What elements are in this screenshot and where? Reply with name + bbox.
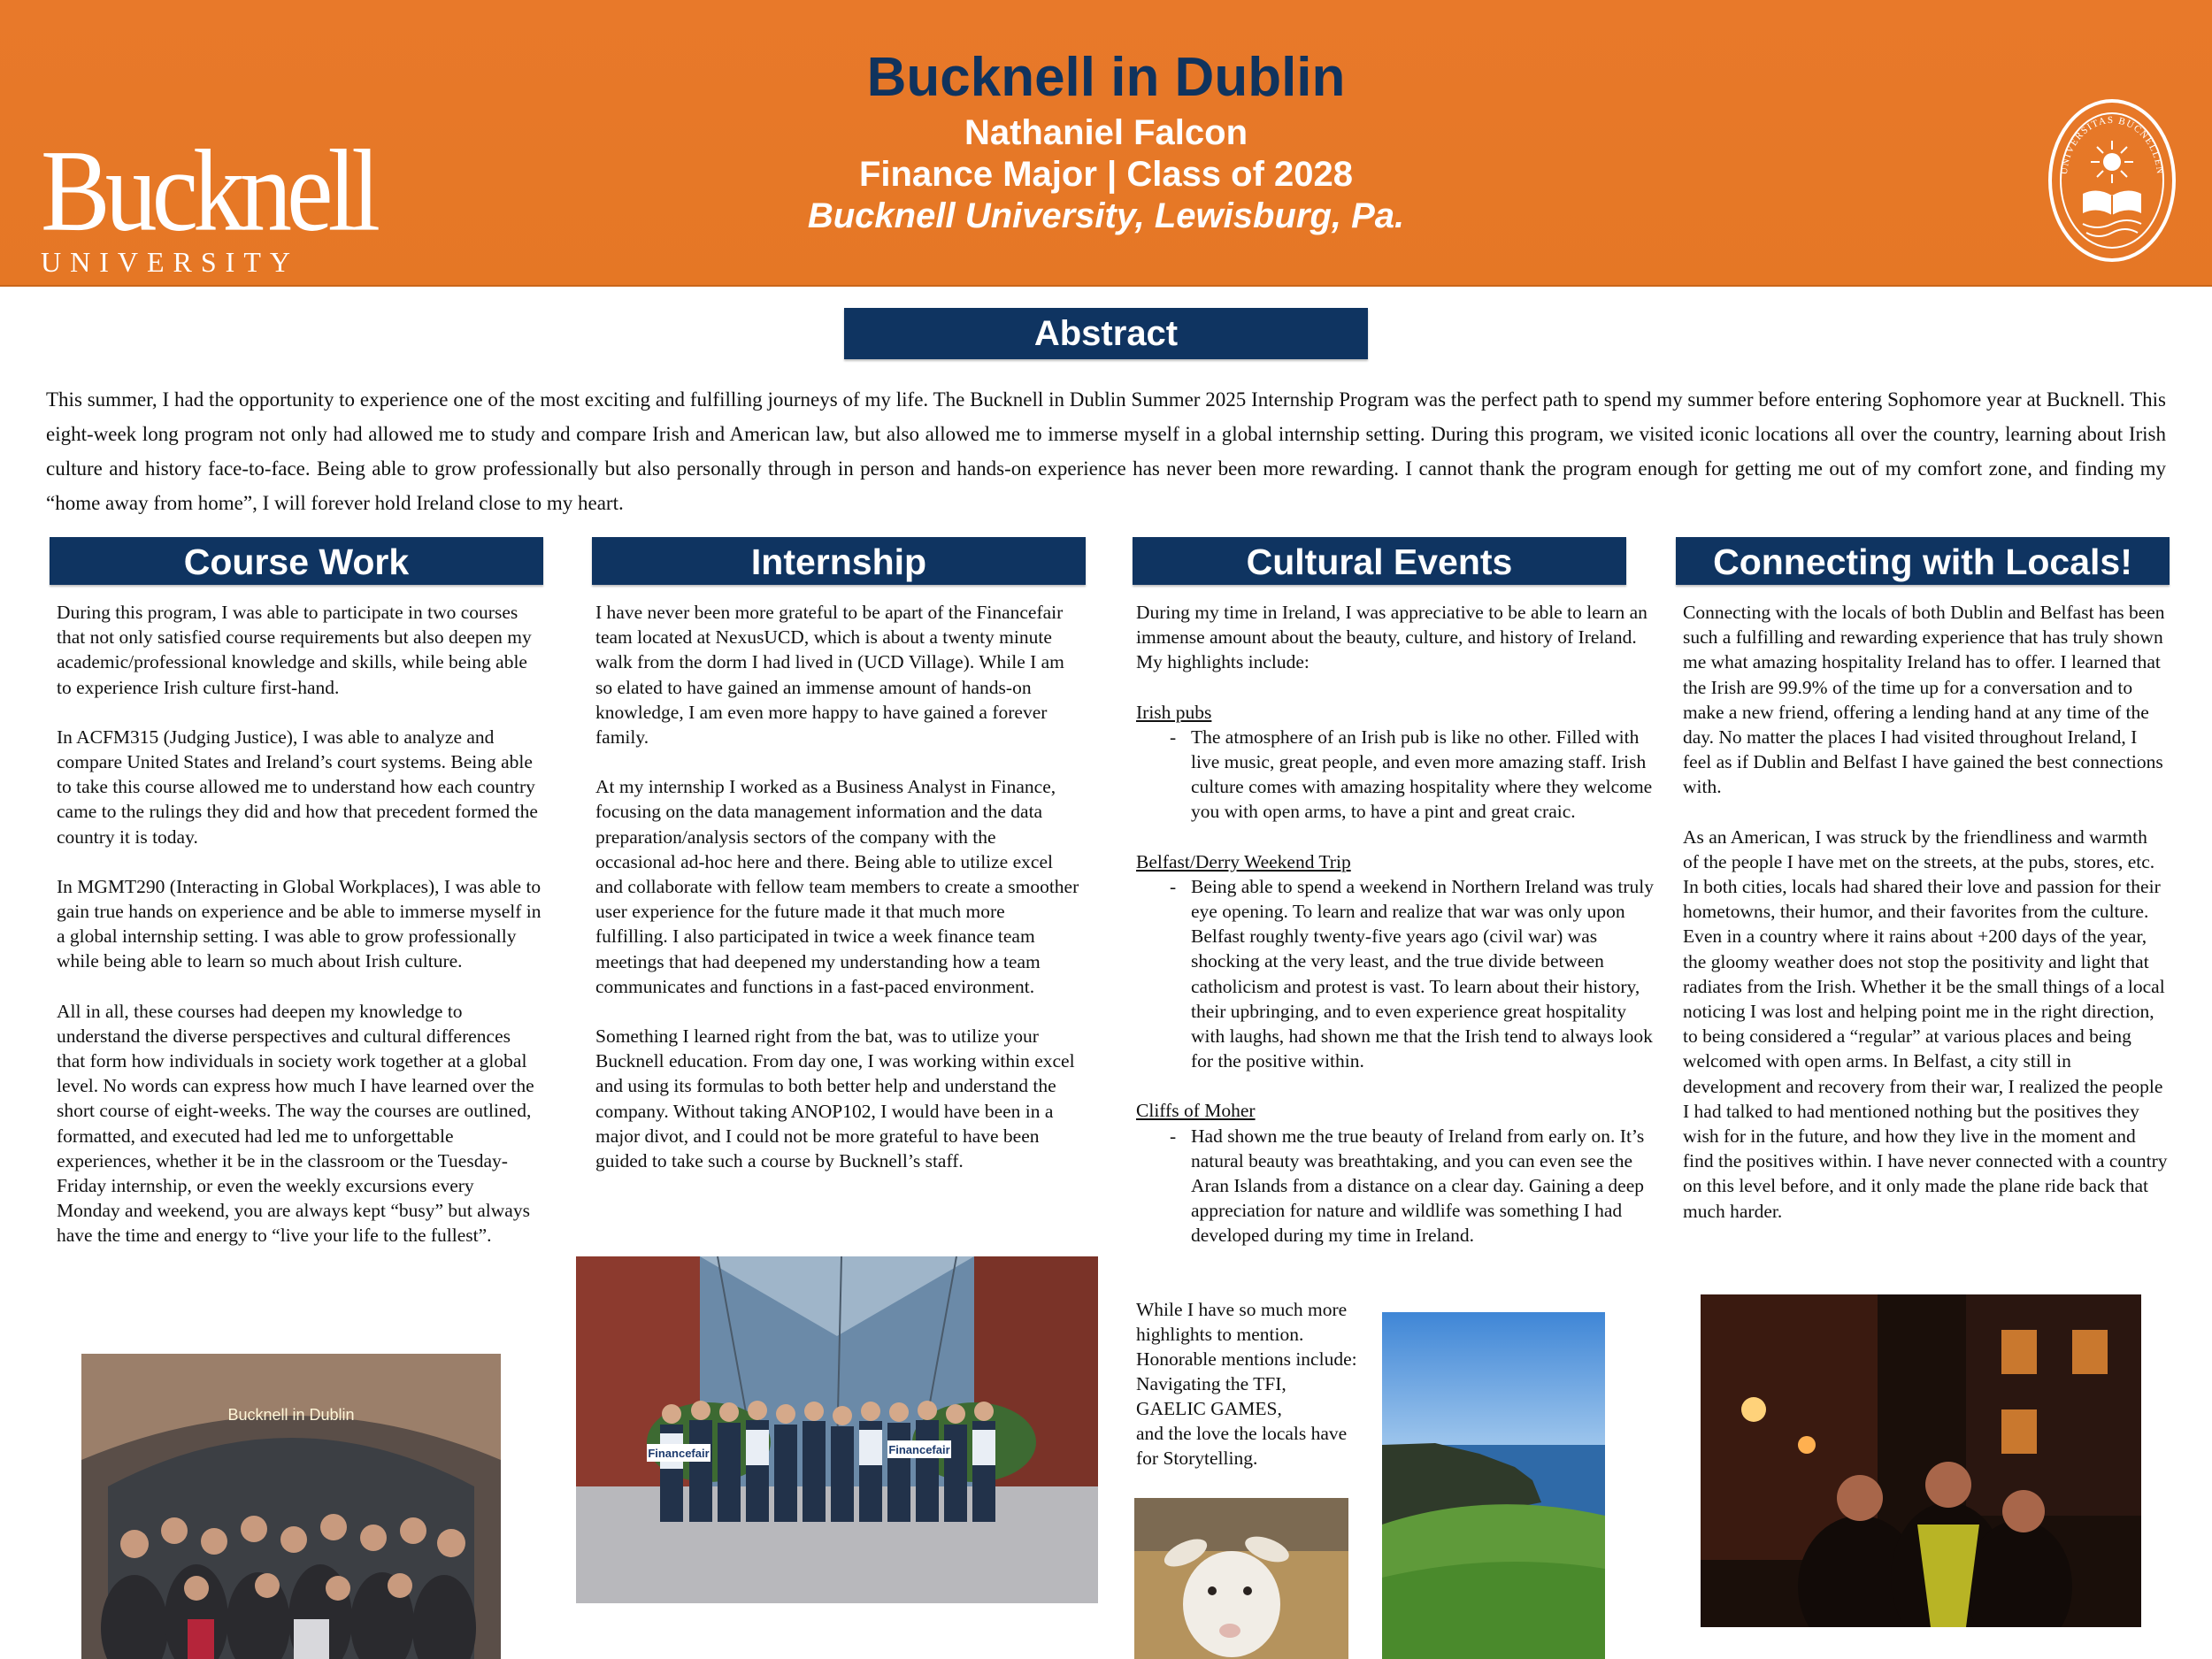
highlight-item: - Had shown me the true beauty of Ireland from early on. It’s natural beauty was breathtaking, and you can even see the Aran Islands from a distance on a clear day. Gaining a deep appreciation for nature and wildlife was something I had developed during my time in Ireland. [1170,1125,1645,1247]
course-work-paragraph: All in all, these courses had deepen my knowledge to understand the diverse perspectives and cultural differences that form how individuals in society work together at a global level. No words can express how much I have learned over the short course of eight-weeks. The way the courses are outlined, formatted, and executed had led me to unforgettable experiences, whether it be in the classroom or the Tuesday-Friday internship, or even the weekly excursions every Monday and weekend, you are always kept “busy” but always have the time and energy to “live your life to the fullest”. [57,1000,534,1247]
abstract-text: This summer, I had the opportunity to experience one of the most exciting and fulfilling journeys of my life. The Bucknell in Dublin Summer 2025 Internship Program was the perfect path to spend my summer before entering Sophomore year at Bucknell. This eight-week long program not only had allowed me to study and compare Irish and American law, but also allowed me to immerse myself in a global internship setting. During this program, we visited iconic locations all over the country, learning about Irish culture and history face-to-face. Being able to grow professionally but also personally through in person and hands-on experience has never been more rewarding. I cannot thank the program enough for getting me out of my comfort zone, and finding my “home away from home”, I will forever hold Ireland close to my heart. [46,388,2166,514]
mention-line: Navigating the TFI, [1136,1373,1286,1394]
internship-paragraph: Something I learned right from the bat, was to utilize your Bucknell education. From day one, I was working within excel and using its formulas to both better help and understand the company. Without taking ANOP102, I would have been in a major divot, and I could not be more grateful to have been guided to take such a course by Bucknell’s staff. [595,1025,1075,1172]
course-work-paragraph: During this program, I was able to participate in two courses that not only satisfied course requirements but also deepen my academic/professional knowledge and skills, while being able to experience Irish culture first-hand. [57,602,532,698]
highlight-title: Irish pubs [1136,701,1212,723]
internship-column [595,600,1080,1198]
connecting-locals-heading: Connecting with Locals! [1676,537,2170,585]
mention-line: Honorable mentions include: [1136,1348,1357,1370]
highlight-text: Had shown me the true beauty of Ireland from early on. It’s natural beauty was breathtaking, and you can even see the Aran Islands from a distance on a clear day. Gaining a deep appreciation for nature and wildlife was something I had developed during my time in Ireland. [1191,1125,1645,1247]
mention-line: highlights to mention. [1136,1324,1304,1345]
university-seal-icon [2047,98,2177,263]
cultural-intro: During my time in Ireland, I was appreciative to be able to learn an immense amount about the beauty, culture, and history of Ireland. My highlights include: [1136,602,1647,673]
highlight-text: The atmosphere of an Irish pub is like no other. Filled with live music, great people, and even more amazing staff. Irish culture comes with amazing hospitality where they welcome you with open arms, to have a pint and great craic. [1191,726,1653,823]
poster-header [0,0,2212,287]
course-work-heading: Course Work [50,537,543,585]
highlight-title: Belfast/Derry Weekend Trip [1136,850,1351,872]
course-work-column [57,600,541,1273]
locals-paragraph: As an American, I was struck by the friendliness and warmth of the people I have met on the streets, at the pubs, stores, etc. In both cities, locals had shared their love and passion for their hometowns, their humor, and their favorites from the culture. Even in a country where it rains about +200 days of the year, the gloomy weather does not stop the positivity and light that radiates from the Irish. Whether it be the small things of a local noticing I was lost and helping point me in the right direction, to being considered a “regular” at various places and being welcomed with open arms. In Belfast, a city still in development and recovery from their war, I realized the people I had talked to had mentioned nothing but the positives they wish for in the future, and how they live in the moment and find the positives within. I have never connected with a country on this level before, and it only made the plane ride back that much harder. [1683,826,2168,1222]
logo-wordmark: Bucknell [41,126,376,256]
highlight-text: Being able to spend a weekend in Northern Ireland was truly eye opening. To learn and realize that war was only upon Belfast roughly twenty-five years ago (civil war) was shocking at the very least, and the true divide between catholicism and protest is vast. To learn about their history, their upbringing, and to even experience great hospitality with laughs, had shown me that the Irish tend to always look for the positive within. [1191,875,1655,1072]
highlight-title: Cliffs of Moher [1136,1100,1256,1122]
cultural-events-column [1136,600,1658,1273]
author-school: Bucknell University, Lewisburg, Pa. [807,196,1405,235]
cultural-events-heading: Cultural Events [1133,537,1626,585]
author-name: Nathaniel Falcon [964,113,1248,152]
locals-paragraph: Connecting with the locals of both Dublin and Belfast has been such a fulfilling and rewarding experience that has truly shown me what amazing hospitality Ireland has to offer. I learned that the Irish are 99.9% of the time up for a conversation and to make a new friend, offering a lending hand at any time of the day. No matter the places I had visited throughout Ireland, I feel as if Dublin and Belfast I have gained the best connections with. [1683,602,2165,798]
locals-column [1683,600,2168,1248]
lamb-photo [1134,1498,1348,1659]
course-work-paragraph: In ACFM315 (Judging Justice), I was able to analyze and compare United States and Ireland’s court systems. Being able to take this course allowed me to understand how each country came to the rulings they did and how that precedent formed the country it is today. [57,726,538,848]
financefair-sign-left: Financefair [648,1447,710,1460]
highlight-item: - Being able to spend a weekend in Northern Ireland was truly eye opening. To learn and realize that war was only upon Belfast roughly twenty-five years ago (civil war) was shocking at the very least, and the true divide between catholicism and protest is vast. To learn about their history, their upbringing, and to even experience great hospitality with laughs, had shown me that the Irish tend to always look for the positive within. [1170,875,1655,1072]
mention-line: and the love the locals have [1136,1423,1348,1444]
logo-subtitle: UNIVERSITY [41,246,299,278]
photo-neon-sign: Bucknell in Dublin [227,1406,355,1424]
mention-line: While I have so much more [1136,1299,1348,1320]
internship-heading: Internship [592,537,1086,585]
honorable-mentions [1136,1297,1402,1471]
poster-title: Bucknell in Dublin [866,47,1346,108]
internship-paragraph: At my internship I worked as a Business Analyst in Finance, focusing on the data management information and the data preparation/analysis sectors of the company with the occasional ad-hoc here and there. Being able to utilize excel and collaborate with fellow team members to create a smoother user experience for the future made it that much more fulfilling. I also participated in twice a week finance team meetings that had deepened my understanding how a team communicates and functions in a fast-paced environment. [595,776,1079,997]
mention-line: GAELIC GAMES, [1136,1398,1282,1419]
financefair-sign-right: Financefair [888,1443,950,1456]
locals-night-photo [1701,1294,2141,1627]
cliffs-photo [1382,1312,1605,1659]
course-work-paragraph: In MGMT290 (Interacting in Global Workplaces), I was able to gain true hands on experience and be able to immerse myself in a global internship setting. I was able to grow professionally while being able to learn so much about Irish culture. [57,875,541,972]
author-major: Finance Major | Class of 2028 [858,155,1354,194]
abstract-heading: Abstract [844,308,1368,359]
internship-paragraph: I have never been more grateful to be apart of the Financefair team located at NexusUCD, which is about a twenty minute walk from the dorm I had lived in (UCD Village). While I am so elated to have gained an immense amount of hands-on knowledge, I am even more happy to have gained a forever family. [595,602,1064,749]
mention-line: for Storytelling. [1136,1448,1258,1469]
svg-text:UNIVERSITAS BUCNELLENSIS: UNIVERSITAS BUCNELLEN [2058,114,2166,176]
highlight-item: - The atmosphere of an Irish pub is like no other. Filled with live music, great people, and even more amazing staff. Irish culture comes with amazing hospitality where they welcome you with open arms, to have a pint and great craic. [1170,726,1653,823]
group-photo [81,1354,501,1659]
team-photo [576,1256,1098,1603]
